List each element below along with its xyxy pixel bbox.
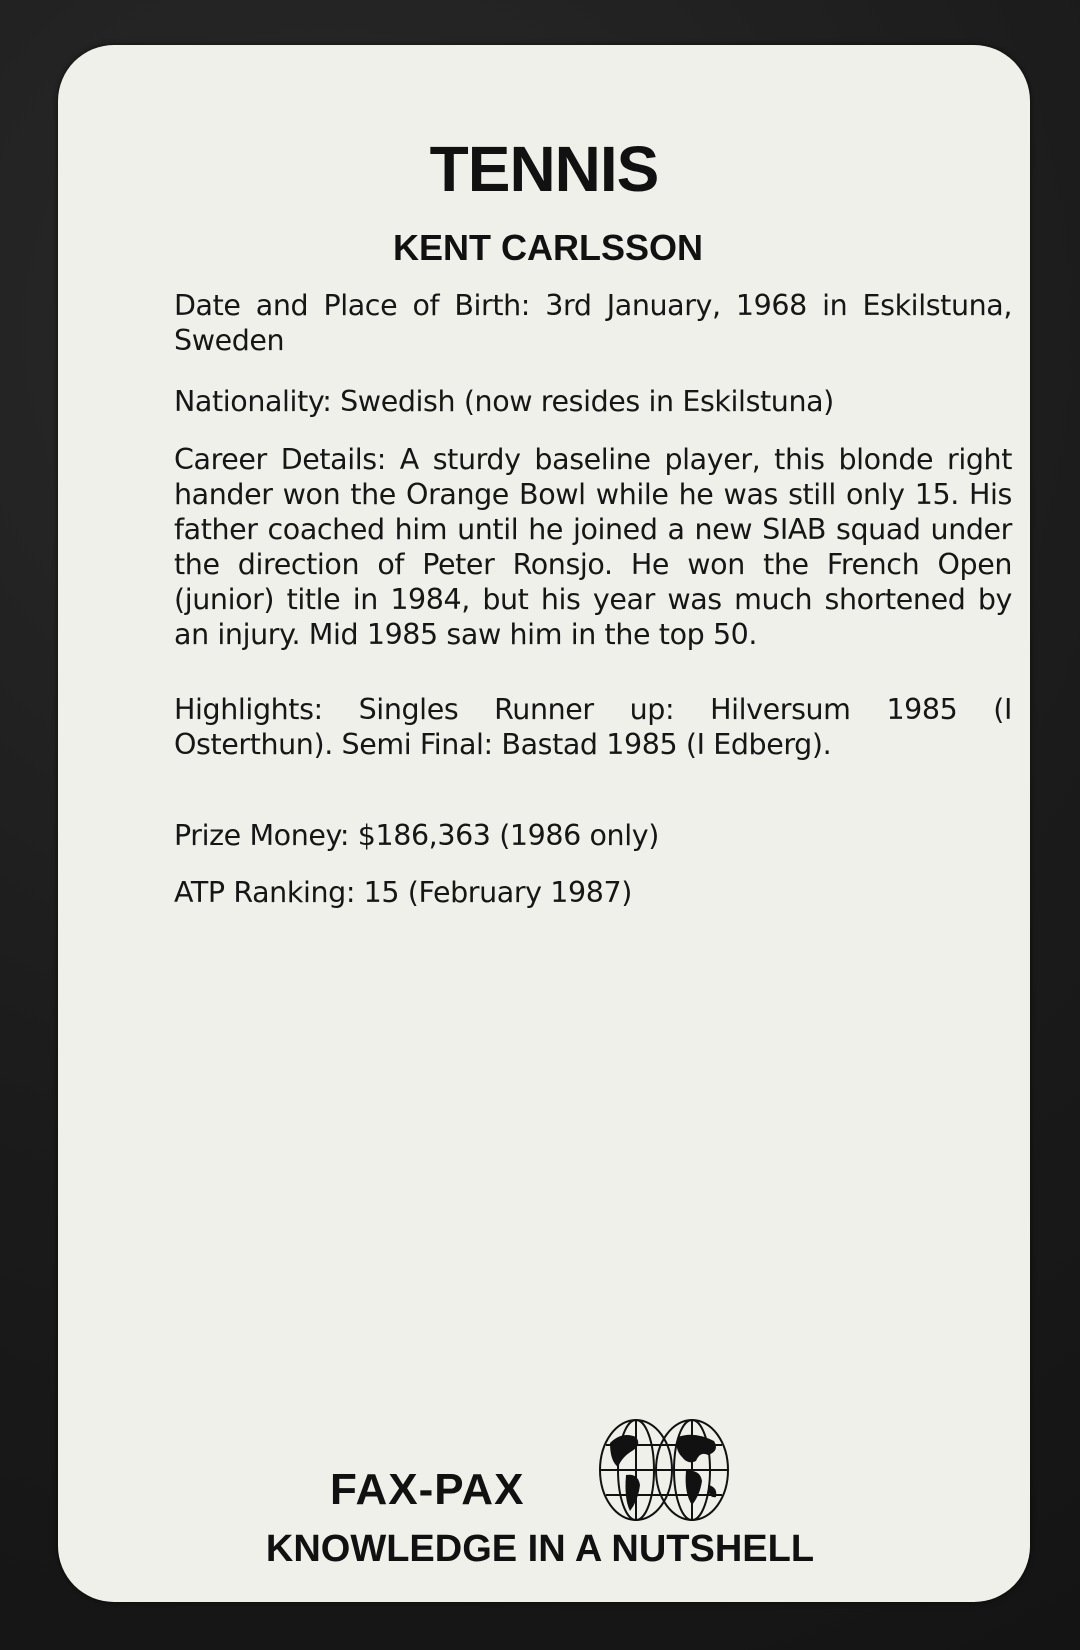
birth-details: Date and Place of Birth: 3rd January, 1968 in Eskilstuna, Sweden — [174, 289, 1012, 357]
trivia-card — [58, 45, 1030, 1602]
prize-money: Prize Money: $186,363 (1986 only) — [174, 819, 659, 852]
brand-name: FAX-PAX — [330, 1465, 525, 1514]
highlights: Highlights: Singles Runner up: Hilversum 1985 (I Osterthun). Semi Final: Bastad 1985 (I Edberg). — [174, 693, 1012, 761]
atp-ranking: ATP Ranking: 15 (February 1987) — [174, 876, 632, 909]
twin-globes-icon — [596, 1415, 732, 1525]
player-name: KENT CARLSSON — [392, 227, 703, 268]
card-category-title: TENNIS — [429, 133, 659, 205]
nationality: Nationality: Swedish (now resides in Eskilstuna) — [174, 385, 834, 418]
career-details: Career Details: A sturdy baseline player, this blonde right hander won the Orange Bowl while he was still only 15. His father coached him until he joined a new SIAB squad under the direction of Peter Ronsjo. He won the French Open (junior) title in 1984, but his year was much shortened by an injury. Mid 1985 saw him in the top 50. — [174, 443, 1012, 651]
brand-tagline: KNOWLEDGE IN A NUTSHELL — [265, 1528, 815, 1570]
